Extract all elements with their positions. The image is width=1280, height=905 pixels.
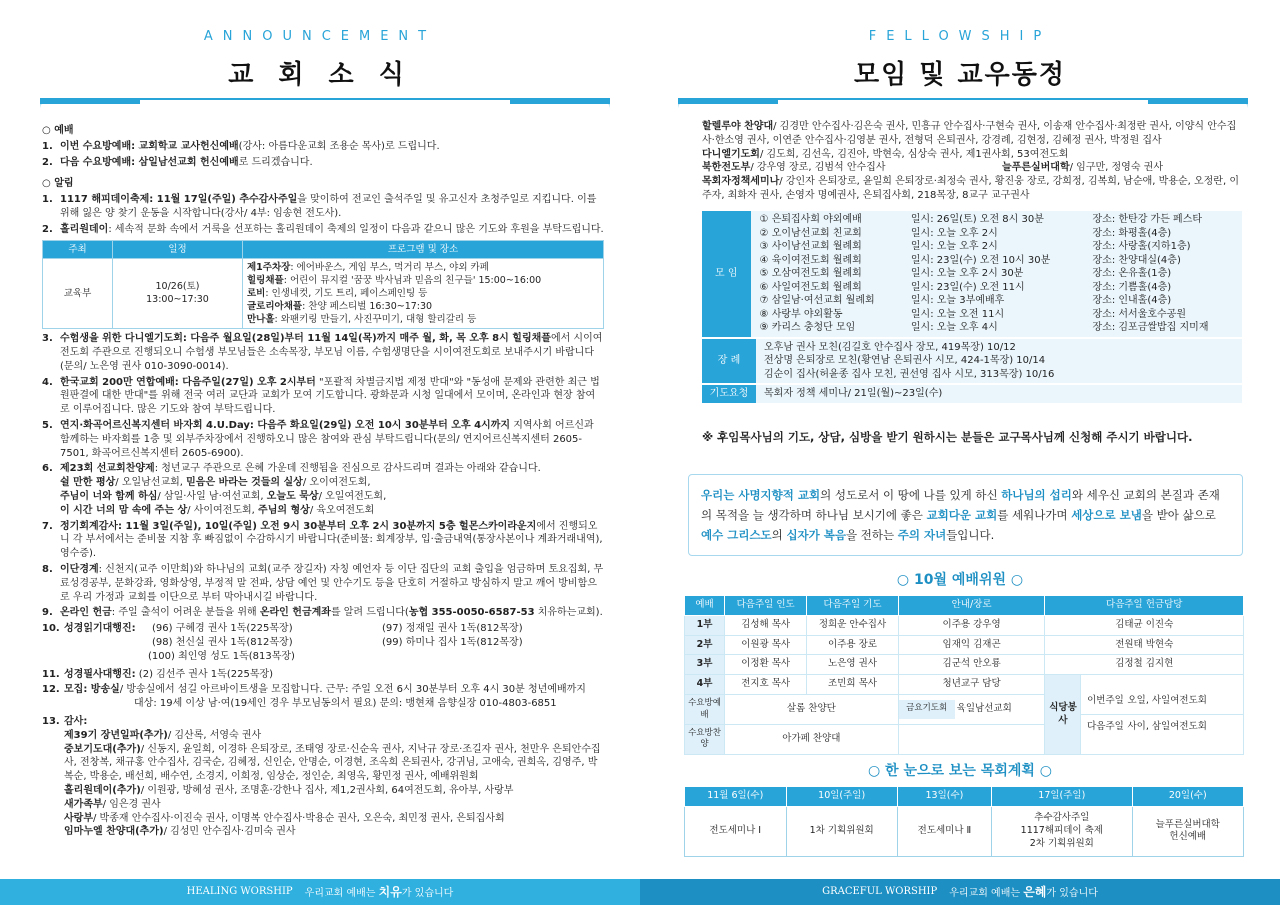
- notice-item: 8. 이단경계: 신천지(교주 이만희)와 하나님의 교회(교주 장길자) 자칭 예언자 등 이단 집단의 교회 출입을 엄금하며 토요집회, 무료성경공부, 문화강좌, 영화상영, 부정적 말 전파, 상담 예언 및 안수기도 등을 단호히 거절하고 방심하지 말고 깨어 방비함으로 우리 가정과 교회를 이단으로 부터 막아내시길 바랍니다.: [42, 563, 604, 603]
- program-line: 만나홀: 와팬키링 만들기, 사진꾸미기, 대형 할리갈리 등: [247, 314, 477, 326]
- choir-result-line: 주님이 너와 함께 하심/ 삼일·사일 남·여선교회, 오늘도 묵상/ 오일여전도회,: [60, 491, 387, 502]
- table-row: 3부 이정환 목사 노은영 권사 김군석 안오룡 김정철 김지현: [685, 655, 1244, 675]
- announcement-header-en: ANNOUNCEMENT: [203, 29, 437, 44]
- choir-result-line: 이 시간 너의 맘 속에 주는 상/ 사이여전도회, 주님의 형상/ 육오여전도회: [60, 504, 375, 516]
- program-line: 힐링채플: 어린이 뮤지컬 '꿈꿍 박사님과 믿음의 친구들' 15:00~16:00: [247, 274, 542, 286]
- mission-segment: 교회다운 교회: [926, 508, 998, 523]
- mission-segment: 를 세워나가며: [997, 508, 1072, 523]
- worship-item: 1. 이번 수요방예배: 교회학교 교사헌신예배(강사: 아름다운교회 조용순 목사)로 드립니다.: [42, 140, 440, 152]
- program-line: 로비: 인생네컷, 기도 트리, 페이스페인팅 등: [247, 287, 428, 299]
- mission-segment: 십자가 복음: [786, 528, 846, 543]
- mission-segment: 들입니다.: [946, 528, 995, 543]
- right-header-bar: [678, 98, 1248, 108]
- holy-one-day-table: 주최 일정 프로그램 및 장소 교육부 10/26(토) 13:00~17:30 제1주차장: 에어바운스, 게임 부스, 먹거리 부스, 야외 카페 힐링채플: 어린이 뮤지컬 '꿈꿍 박사님과 믿음의 친구들' 15:00~16:00 로비: 인생네컷, 기도 트리, 페이스페인팅 등 글로리아채플: 찬양 페스티벌 16:30~17:30 만나홀: 와팬키링 만들기, 사진꾸미기, 대형 할리갈리 등: [42, 240, 604, 330]
- meeting-row: ⑦ 삼일남·여선교회 월례회 일시: 오늘 3부예배후 장소: 인내홀(4층): [759, 295, 1172, 306]
- meetings-box: 모 임 ① 은퇴집사회 야외예배 일시: 26일(토) 오전 8시 30분 장소: 한탄강 가든 페스타 ② 오이남선교회 친교회 일시: 오늘 오후 2시 장소: 화평홀(4층) ③ 사이남선교회 월례회 일시: 오늘 오후 2시 장소: 사랑홀(지하1층) ④ 육이여전도회 월례회 일시: 23일(수) 오전 10시 30분 장소: 찬양대실(4층) ⑤ 오삼여전도회 월례회 일시: 오늘 오후 2시 30분 장소: 온유홀(1층) ⑥ 사일여전도회 월례회 일시: 23일(수) 오전 11시 장소: 기쁨홀(4층) ⑦ 삼일남·여선교회 월례회 일시: 오늘 3부예배후 장소: 인내홀(4층) ⑧ 사랑부 야외활동 일시: 오늘 오전 11시 장소: 서서울호수공원 ⑨ 카리스 충청단 모임 일시: 오늘 오후 4시 장소: 김포금쌀밥집 지미재 장 례 오후남 권사 모친(김길호 안수집사 장모, 419목장) 10/12 전상명 은퇴장로 모친(황연남 은퇴권사 시모, 424-1목장) 10/14 김순이 집사(허윤종 집사 모친, 권선영 집사 시모, 313목장) 10/16 기도요청 목회자 정책 세미나/ 21일(월)~23일(수): [702, 211, 1242, 403]
- table-row: 4부 전지호 목사 조민희 목사 청년교구 담당 식당봉사 이번주일 오일, 사일여전도회 다음주일 사이, 삼일여전도회: [685, 675, 1244, 695]
- notice-item: 1. 1117 해피데이축제: 11월 17일(주일) 추수감사주일을 맞이하여 전교인 출석주일 및 유고신자 초청주일로 지킵니다. 이를 위해 잃은 양 찾기 운동을 시작합니다(강사/ 4부: 임송현 전도사).: [42, 194, 597, 219]
- worship-section-title: ○ 예배: [42, 125, 74, 136]
- counseling-notice: ※ 후임목사님의 기도, 상담, 심방을 받기 원하시는 분들은 교구목사님께 신청해 주시기 바랍니다.: [702, 430, 1193, 444]
- meeting-row: ④ 육이여전도회 월례회 일시: 23일(수) 오전 10시 30분 장소: 찬양대실(4층): [759, 254, 1181, 266]
- meeting-row: ① 은퇴집사회 야외예배 일시: 26일(토) 오전 8시 30분 장소: 한탄강 가든 페스타: [759, 214, 1203, 225]
- plan-title: ○ 한 눈으로 보는 목회계획 ○: [867, 763, 1053, 779]
- meeting-row: ⑤ 오삼여전도회 월례회 일시: 오늘 오후 2시 30분 장소: 온유홀(1층): [759, 268, 1172, 279]
- program-line: 글로리아채플: 찬양 페스티벌 16:30~17:30: [247, 301, 433, 313]
- worship-committee-table: 예배 다음주일 인도 다음주일 기도 안내/장로 다음주일 헌금담당 1부 김성해 목사 정희운 안수집사 이주용 강우영 김태균 이진숙 2부 이원광 목사 이주용 장로 임재익 김재곤 전원태 박현숙 3부 이정환 목사 노은영 권사 김군석 안오룡 김정철 김지현 4부 전지호 목사 조민희 목사 청년교구 담당 식당봉사 이번주일 오일, 사일여전도회 다음주일 사이, 삼일여전도회 수요방예배 살롬 찬양단 금요기도회 육일남선교회 수요방찬양 아가페 찬양대: [684, 595, 1244, 755]
- notice-item: 9. 온라인 헌금: 주일 출석이 어려운 분들을 위해 온라인 헌금계좌를 알려 드립니다(농협 355-0050-6587-53 치유하는교회).: [42, 607, 603, 619]
- table-row: 수요방예배 살롬 찬양단 금요기도회 육일남선교회: [685, 695, 1244, 725]
- notice-item: 4. 한국교회 200만 연합예배: 다음주일(27일) 오후 2시부터 "포괄적 차별금지법 제정 반대"와 "동성애 문제와 관련한 최근 법원판결에 대한 반대"를 위해 전국 여러 교단과 교회가 모여 기도합니다. 광화문과 시청 일대에서 모이며, 온라인과 현장 참여로 이루어집니다. 많은 기도와 참여 부탁드립니다.: [42, 376, 600, 416]
- notice-item: 13. 감사: 제39기 장년일파(추가)/ 김산록, 서영숙 권사 중보기도대(추가)/ 신동지, 윤일희, 이경하 은퇴장로, 조태영 장로·신순옥 권사, 지낙규 장로·조길자 권사, 천만우 은퇴안수집사, 전창복, 채규홍 안수집사, 김국순, 김혜정, 신인순, 안명순, 이경현, 조옥희 은퇴권사, 강귀님, 고애숙, 권희옥, 김영주, 박복순, 박용순, 배선희, 배수연, 소경지, 이희정, 임상순, 정인순, 최영옥, 황민정 권사, 예배위원회 홀리원데이(추가)/ 이원광, 방혜성 권사, 조명훈·강한나 집사, 제1,2권사회, 64여전도회, 유아부, 사랑부 새가족부/ 임은경 권사 사랑부/ 박종재 안수집사·이진숙 권사, 이명복 안수집사·박용순 권사, 오은숙, 최민정 권사, 은퇴집사회 임마누엘 찬양대(추가)/ 김성민 안수집사·김미숙 권사: [42, 715, 601, 838]
- funeral-box: 장 례 오후남 권사 모친(김길호 안수집사 장모, 419목장) 10/12 전상명 은퇴장로 모친(황연남 은퇴권사 시모, 424-1목장) 10/14 김순이 집사(허윤종 집사 모친, 권선영 집사 시모, 313목장) 10/16: [702, 339, 1242, 384]
- left-footer: HEALING WORSHIP 우리교회 예배는 치유가 있습니다: [0, 879, 640, 905]
- announcement-title: 교 회 소 식: [228, 60, 412, 90]
- notice-item: 11. 성경필사대행진: (2) 김선주 권사 1독(225목장): [42, 668, 274, 680]
- prayer-box: 기도요청 목회자 정책 세미나/ 21일(월)~23일(수): [702, 385, 1242, 403]
- notice-item: 2. 홀리원데이: 세속적 문화 속에서 거룩을 선포하는 홀리원데이 축제의 일정이 다음과 같으니 많은 기도와 후원을 부탁드립니다.: [42, 223, 604, 235]
- worship-item: 2. 다음 수요방예배: 삼일남선교회 헌신예배로 드리겠습니다.: [42, 156, 313, 168]
- program-line: 제1주차장: 에어바운스, 게임 부스, 먹거리 부스, 야외 카페: [247, 261, 489, 273]
- announcement-content: [42, 120, 604, 839]
- mission-segment: 주의 자녀: [897, 528, 947, 543]
- left-header-bar: [40, 98, 610, 108]
- mission-segment: 세상으로 보냄: [1071, 508, 1142, 523]
- mission-segment: 예수 그리스도: [701, 528, 772, 543]
- fellowship-header-en: FELLOWSHIP: [868, 29, 1052, 44]
- mission-segment: 의: [771, 528, 787, 543]
- mission-segment: 의 성도로서 이 땅에 나를 있게 하신: [820, 488, 1002, 502]
- notice-item: 5. 연지·화곡어르신복지센터 바자회 4.U.Day: 다음주 화요일(29일) 오전 10시 30분부터 오후 4시까지 지역사회 어르신과 함께하는 바자회를 1층 및 외부주차장에서 진행하오니 많은 참여와 관심 부탁드립니다(문의/ 연지어르신복지센터 2605-7501, 화곡어르신복지센터 2605-6900).: [42, 420, 594, 459]
- choir-result-line: 쉴 만한 평상/ 오일남선교회, 믿음은 바라는 것들의 실상/ 오이여전도회,: [60, 477, 371, 489]
- mission-segment: 우리는 사명지향적 교회: [701, 488, 821, 502]
- worship-committee: [684, 595, 1244, 755]
- mission-statement: [688, 474, 1243, 556]
- notice-item: 10. 성경읽기대행진: (96) 구혜경 권사 1독(225목장) (97) 정재일 권사 1독(812목장) (98) 천신실 권사 1독(812목장) (99) 하미나 집사 1독(812목장) (100) 최인영 성도 1독(813목장): [42, 623, 523, 662]
- mission-segment: 을 받아 삶으로: [1141, 508, 1216, 523]
- fellowship-thanks: 할렐루야 찬양대/ 김경만 안수집사·김은숙 권사, 민흥규 안수집사·구현숙 권사, 이송재 안수집사·최정란 권사, 이양식 안수집사·한소영 권사, 이연준 안수집사·김영분 권사, 전형덕 은퇴권사, 강경례, 김현정, 김혜정 권사, 박정원 집사 다니엘기도회/ 김도희, 김선옥, 김진아, 박현숙, 심상숙 권사, 제1권사회, 53여전도회 북한전도부/ 강우영 장로, 김범석 안수집사 늘푸른실버대학/ 임구만, 정영숙 권사 목회자정책세미나/ 강인자 은퇴장로, 윤일희 은퇴장로·최정숙 권사, 황진웅 장로, 강희정, 김복희, 남순애, 박용순, 오정란, 이주자, 최화자 권사, 손영자 명예권사, 은퇴집사회, 218목장, 8교구 교구권사: [702, 121, 1239, 201]
- notice-item: 7. 정기회계감사: 11월 3일(주일), 10일(주일) 오전 9시 30분부터 오후 2시 30분까지 5층 헐몬스카이라운지에서 진행되오니 각 부서에서는 준비물 지참 후 빠짐없이 수감하시기 바랍니다(준비물: 회계장부, 입·출금내역(통장사본이나 계좌거래내역), 영수증).: [42, 520, 603, 560]
- meeting-schedule: [757, 213, 1242, 335]
- table-row: 1부 김성해 목사 정희운 안수집사 이주용 강우영 김태균 이진숙: [685, 615, 1244, 635]
- meeting-row: ② 오이남선교회 친교회 일시: 오늘 오후 2시 장소: 화평홀(4층): [759, 227, 1172, 239]
- meeting-row: ⑨ 카리스 충청단 모임 일시: 오늘 오후 4시 장소: 김포금쌀밥집 지미재: [759, 322, 1209, 333]
- notice-section-title: ○ 알림: [42, 178, 74, 190]
- fellowship-title: 모임 및 교우동정: [854, 60, 1066, 90]
- notice-item: 6. 제23회 선교회찬양제: 청년교구 주관으로 은혜 가운데 진행됨을 진심으로 감사드리며 결과는 아래와 같습니다. 쉴 만한 평상/ 오일남선교회, 믿음은 바라는 것들의 실상/ 오이여전도회, 주님이 너와 함께 하심/ 삼일·사일 남·여선교회, 오늘도 묵상/ 오일여전도회, 이 시간 너의 맘 속에 주는 상/ 사이여전도회, 주님의 형상/ 육오여전도회: [42, 462, 604, 517]
- table-row: 전도세미나 Ⅰ 1차 기획위원회 전도세미나 Ⅱ 추수감사주일 1117해피데이 축제 2차 기획위원회 늘푸른실버대학 헌신예배: [685, 806, 1244, 856]
- notice-item: 12. 모집: 방송실/ 방송실에서 섬길 아르바이트생을 모집합니다. 근무: 주일 오전 6시 30분부터 오후 4시 30분 청년예배까지 대상: 19세 이상 남·여(19세인 경우 부모님동의서 필요) 문의: 맹현채 음향실장 010-4803-6851: [42, 684, 586, 710]
- mission-segment: 을 전하는: [846, 528, 898, 543]
- right-page: [640, 0, 1280, 905]
- mission-segment: 하나님의 섭리: [1001, 488, 1072, 502]
- notice-item: 3. 수험생을 위한 다니엘기도회: 다음주 월요일(28일)부터 11월 14일(목)까지 매주 월, 화, 목 오후 8시 힐링채플에서 시이여전도회 주관으로 진행되오니 수험생 부모님들은 소속목장, 부모님 이름, 수험생명단을 시이여전도회로 보내주시기 바랍니다(문의/ 노은영 권사 010-3090-0014).: [42, 333, 603, 372]
- worship-committee-title: ○ 10월 예배위원 ○: [896, 572, 1024, 588]
- table-row: 수요방찬양 아가페 찬양대: [685, 725, 1244, 755]
- table-row: 2부 이원광 목사 이주용 장로 임재익 김재곤 전원태 박현숙: [685, 635, 1244, 655]
- meeting-row: ⑧ 사랑부 야외활동 일시: 오늘 오전 11시 장소: 서서울호수공원: [759, 308, 1187, 320]
- mission-segment: 와 세우신 교회의 본질과 존재의 목적을 늘 생각하며 하나님 보시기에 좋은: [701, 488, 1220, 523]
- meeting-row: ③ 사이남선교회 월례회 일시: 오늘 오후 2시 장소: 사랑홀(지하1층): [759, 241, 1191, 252]
- pastoral-plan: [684, 786, 1244, 857]
- pastoral-plan-table: 11월 6일(수) 10일(주일) 13일(수) 17일(주일) 20일(수) 전도세미나 Ⅰ 1차 기획위원회 전도세미나 Ⅱ 추수감사주일 1117해피데이 축제 2차 기획위원회 늘푸른실버대학 헌신예배: [684, 786, 1244, 857]
- right-footer: GRACEFUL WORSHIP 우리교회 예배는 은혜가 있습니다: [640, 879, 1280, 905]
- meeting-row: ⑥ 사일여전도회 월례회 일시: 23일(수) 오전 11시 장소: 기쁨홀(4층): [759, 281, 1172, 293]
